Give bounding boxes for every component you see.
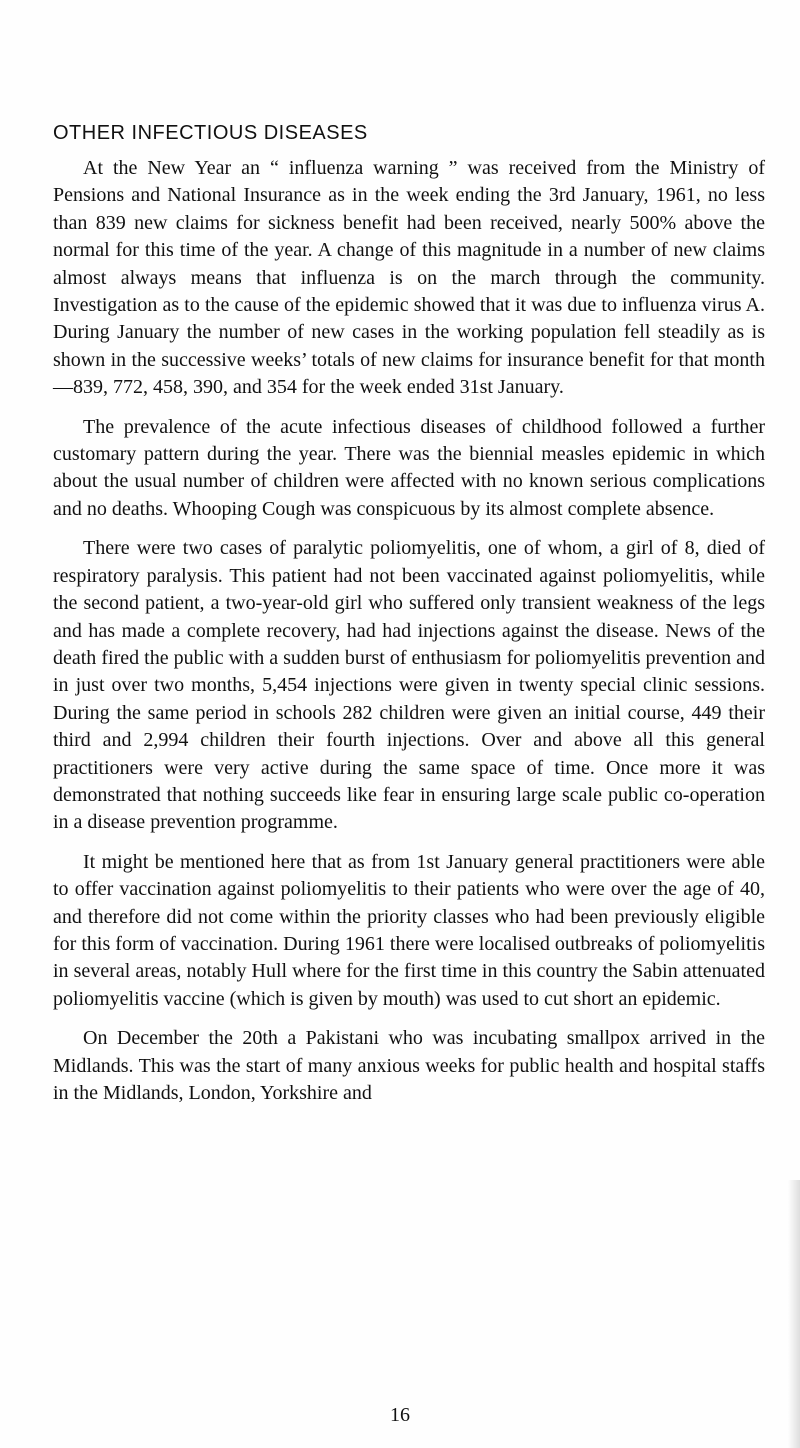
paragraph-poliomyelitis-cases: There were two cases of paralytic poliomyelitis, one of whom, a girl of 8, died of respiratory paralysis. This patient had not been vaccinated against poliomyelitis, while the second patient, a two-year-old girl who suffered only transient weakness of the legs and has made a complete recovery, had had injections against the disease. News of the death fired the public with a sudden burst of enthusiasm for poliomyelitis prevention and in just over two months, 5,454 injections were given in twenty special clinic sessions. During the same period in schools 282 children were given an initial course, 449 their third and 2,994 children their fourth injections. Over and above all this general practitioners were very active during the same space of time. Once more it was demonstrated that nothing succeeds like fear in ensuring large scale public co-operation in a disease prevention programme. [53, 537, 765, 834]
page-number: 16 [390, 1404, 410, 1426]
section-heading: OTHER INFECTIOUS DISEASES [53, 122, 368, 144]
page-content [53, 119, 765, 1119]
paragraph-vaccination: It might be mentioned here that as from 1st January general practitioners were able to offer vaccination against poliomyelitis to their patients who were over the age of 40, and therefore did not come within the priority classes who had been previously eligible for this form of vaccination. During 1961 there were localised outbreaks of poliomyelitis in several areas, notably Hull where for the first time in this country the Sabin attenuated poliomyelitis vaccine (which is given by mouth) was used to cut short an epidemic. [53, 850, 765, 1010]
paragraph-smallpox: On December the 20th a Pakistani who was incubating smallpox arrived in the Midlands. This was the start of many anxious weeks for public health and hospital staffs in the Midlands, London, Yorkshire and [53, 1027, 765, 1104]
paragraph-influenza: At the New Year an “ influenza warning ” was received from the Ministry of Pensions and National Insurance as in the week ending the 3rd January, 1961, no less than 839 new claims for sickness benefit had been received, nearly 500% above the normal for this time of the year. A change of this magnitude in a number of new claims almost always means that influenza is on the march through the community. Investigation as to the cause of the epidemic showed that it was due to influenza virus A. During January the number of new cases in the working population fell steadily as is shown in the successive weeks’ totals of new claims for insurance benefit for that month—839, 772, 458, 390, and 354 for the week ended 31st January. [53, 157, 765, 399]
paragraph-childhood-diseases: The prevalence of the acute infectious diseases of childhood followed a further customary pattern during the year. There was the biennial measles epidemic in which about the usual number of children were affected with no known serious complications and no deaths. Whooping Cough was conspicuous by its almost complete absence. [53, 415, 765, 520]
page-edge-shadow [788, 1180, 800, 1448]
